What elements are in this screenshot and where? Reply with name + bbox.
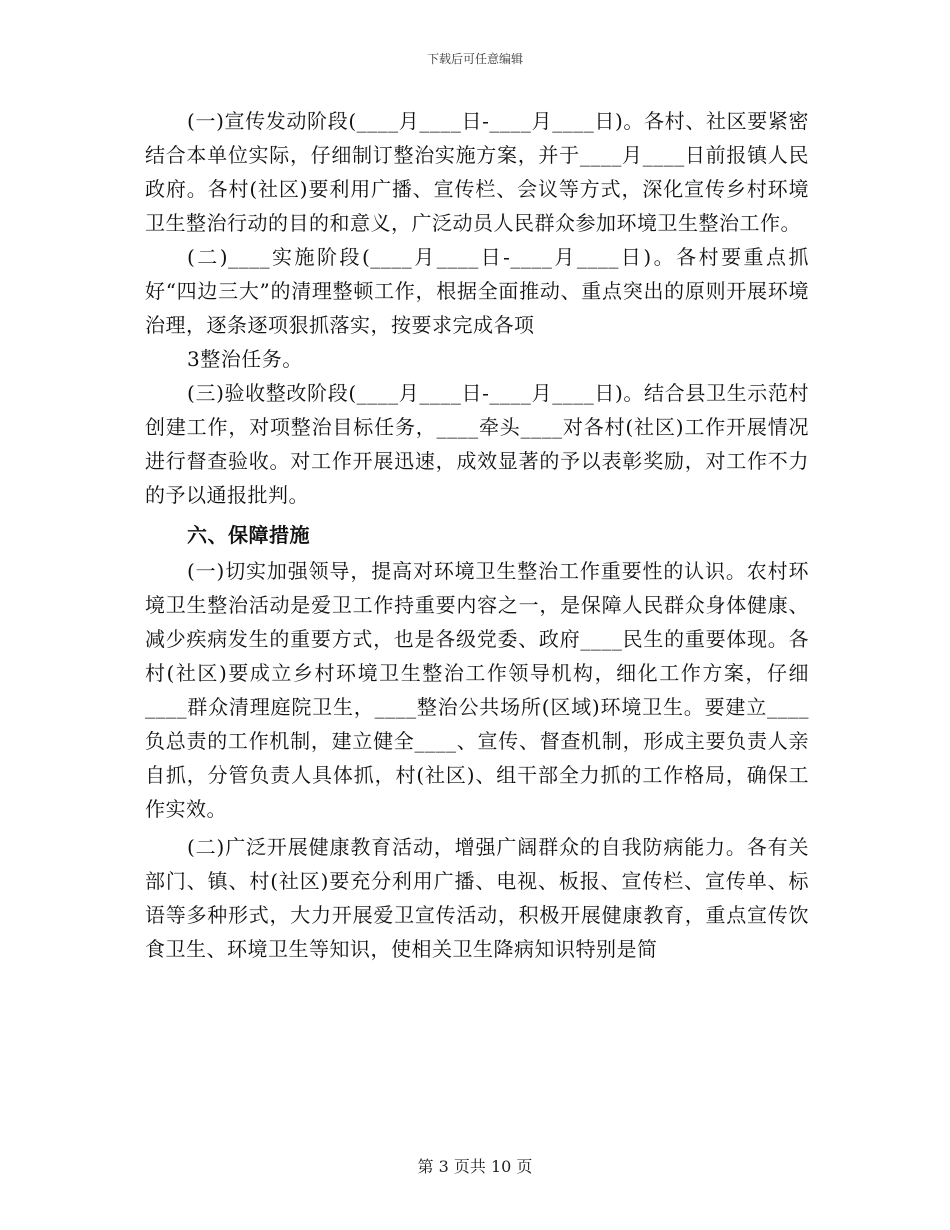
paragraph-leadership: (一)切实加强领导，提高对环境卫生整治工作重要性的认识。农村环境卫生整治活动是爱卫工作持重要内容之一，是保障人民群众身体健康、减少疾病发生的重要方式，也是各级党委、政府____民生的重要体现。各村(社区)要成立乡村环境卫生整治工作领导机构，细化工作方案，仔细____群众清理庭院卫生，____整治公共场所(区域)环境卫生。要建立____负总责的工作机制，建立健全____、宣传、督查机制，形成主要负责人亲自抓，分管负责人具体抓，村(社区)、组干部全力抓的工作格局，确保工作实效。 xyxy=(145,559,809,821)
paragraph-publicity-stage: (一)宣传发动阶段(____月____日-____月____日)。各村、社区要紧密结合本单位实际，仔细制订整治实施方案，并于____月____日前报镇人民政府。各村(社区)要利用广播、宣传栏、会议等方式，深化宣传乡村环境卫生整治行动的目的和意义，广泛动员人民群众参加环境卫生整治工作。 xyxy=(145,109,809,235)
page-number: 第 3 页共 10 页 xyxy=(417,1157,533,1176)
paragraph-health-education: (二)广泛开展健康教育活动，增强广阔群众的自我防病能力。各有关部门、镇、村(社区)要充分利用广播、电视、板报、宣传栏、宣传单、标语等多种形式，大力开展爱卫宣传活动，积极开展健康教育，重点宣传饮食卫生、环境卫生等知识，使相关卫生降病知识特别是简 xyxy=(145,835,809,961)
document-body xyxy=(145,104,809,966)
paragraph-acceptance-stage: (三)验收整改阶段(____月____日-____月____日)。结合县卫生示范村创建工作，对项整治目标任务，____牵头____对各村(社区)工作开展情况进行督查验收。对工作开展迅速，成效显著的予以表彰奖励，对工作不力的予以通报批判。 xyxy=(145,381,809,507)
section-heading-safeguards: 六、保障措施 xyxy=(187,523,310,547)
page-header: 下载后可任意编辑 xyxy=(426,52,523,66)
paragraph-task-note: 3整治任务。 xyxy=(187,347,303,371)
paragraph-implementation-stage: (二)____实施阶段(____月____日-____月____日)。各村要重点抓好“四边三大”的清理整顿工作，根据全面推动、重点突出的原则开展环境治理，逐条逐项狠抓落实，按要求完成各项 xyxy=(145,245,809,337)
